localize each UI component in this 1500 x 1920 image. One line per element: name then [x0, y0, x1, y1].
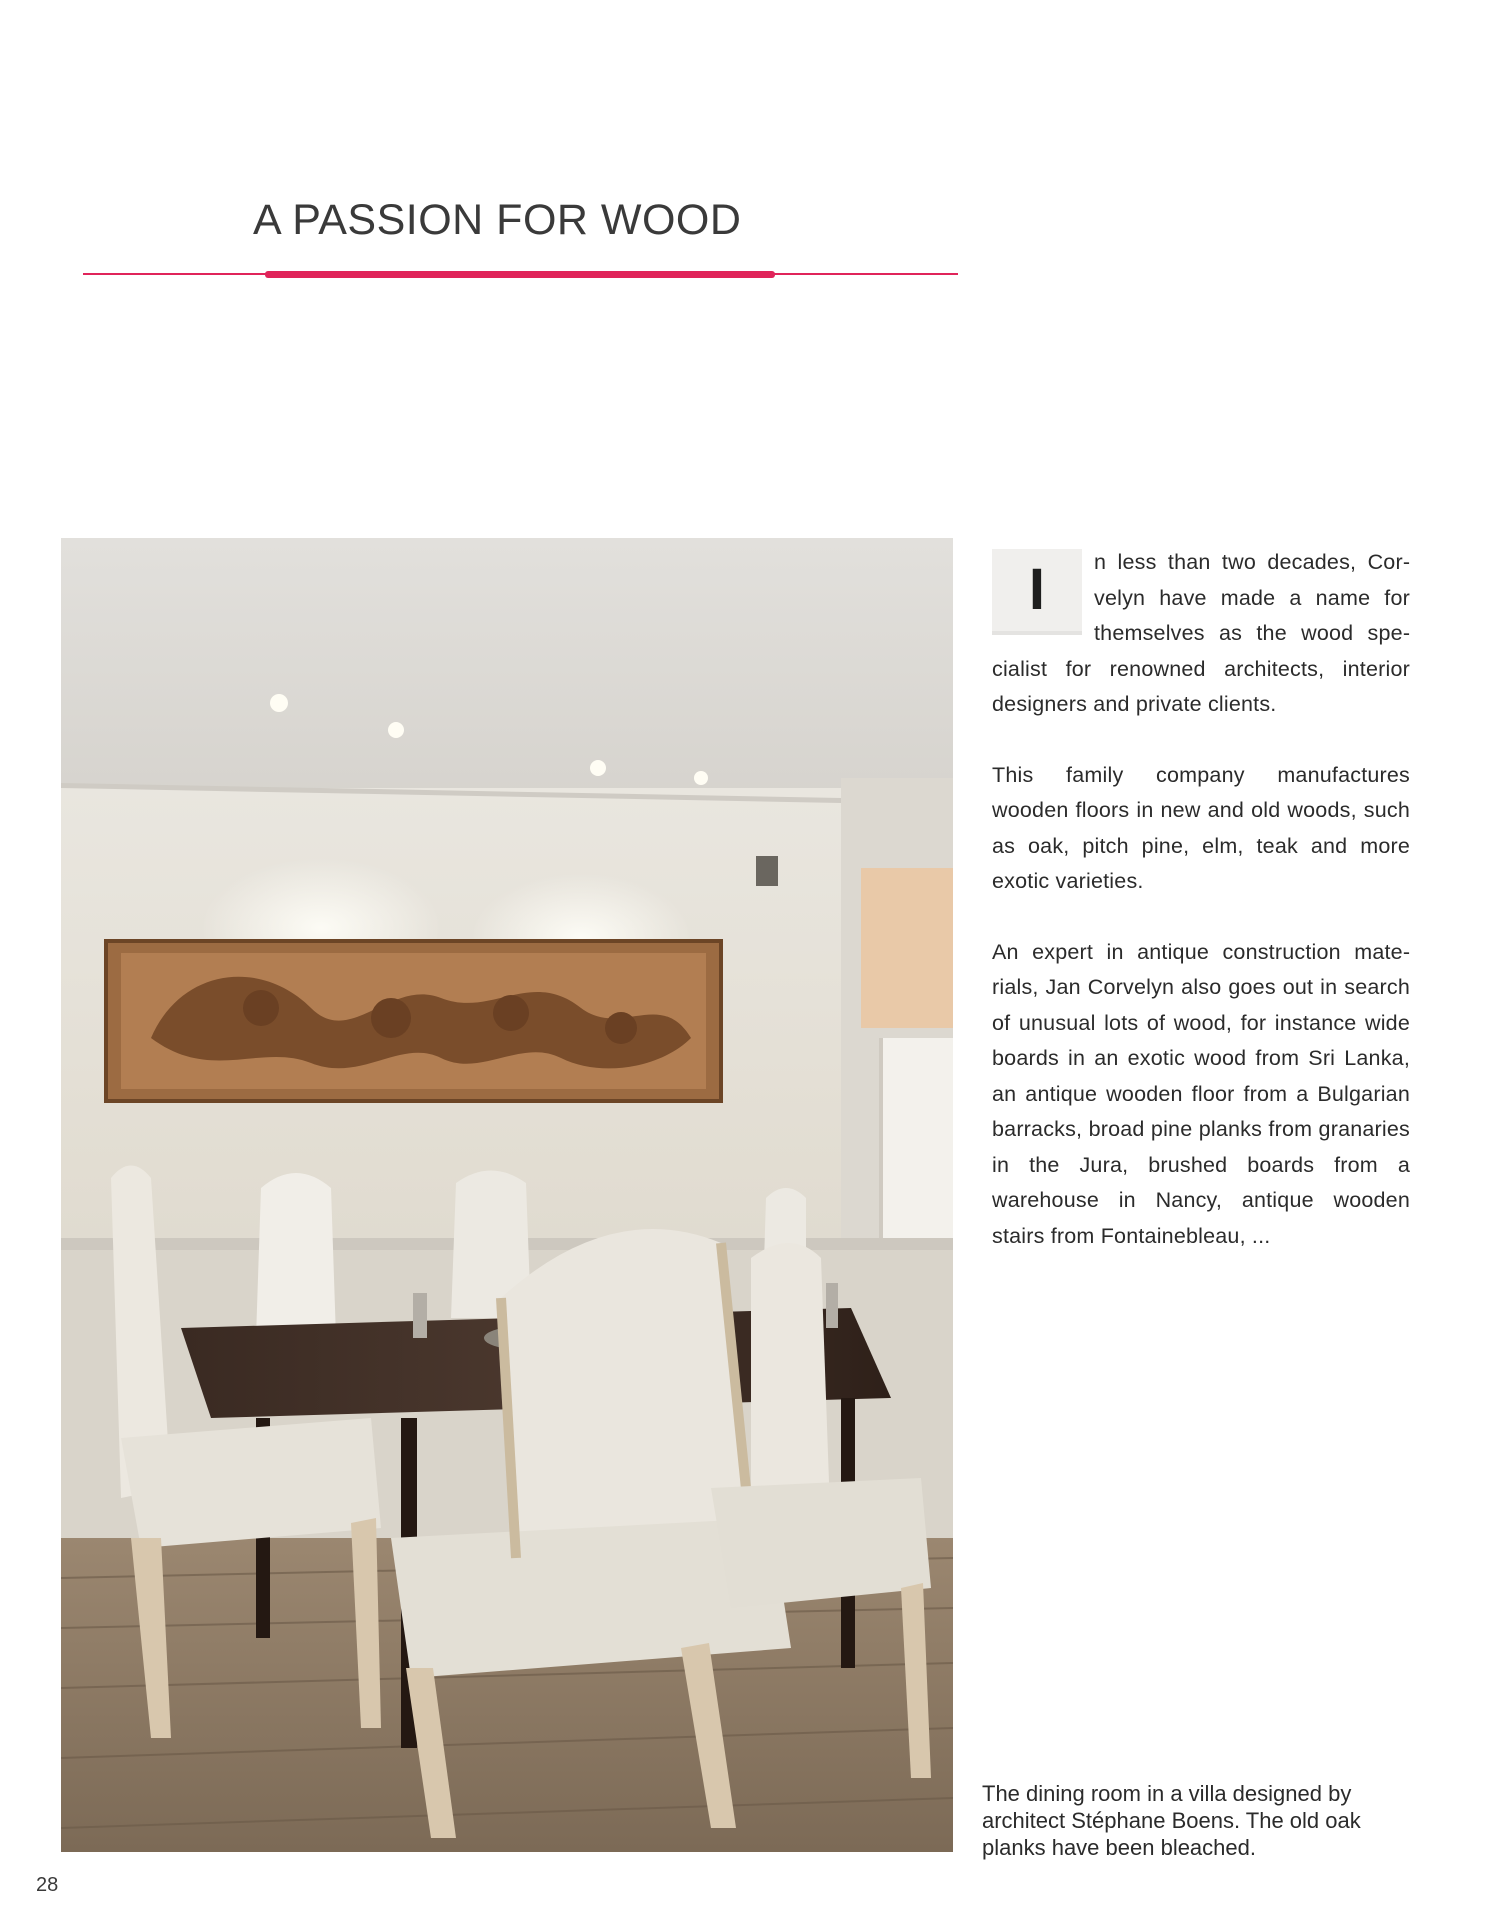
dining-room-photo — [61, 538, 953, 1852]
title-underline-accent — [265, 271, 775, 278]
article-paragraph-3: An expert in antique construction materials, Jan Corvelyn also goes out in search of unusual lots of wood, for instance wide boards in an exotic wood from Sri Lanka, an antique wooden floor from a Bulgarian barracks, broad pine planks from granaries in the Jura, brushed boards from a warehouse in Nancy, antique wooden stairs from Fontainebleau, ... — [992, 939, 1410, 1248]
page-number: 28 — [36, 1874, 59, 1896]
article-paragraph-1 — [992, 545, 1410, 723]
paragraph-text: n less than two decades, Corvelyn have made a name for themselves as the wood specialist for renowned architects, interior designers and private clients. — [992, 550, 1410, 716]
page-title: A PASSION FOR WOOD — [253, 196, 742, 244]
photo-caption: The dining room in a villa designed by architect Stéphane Boens. The old oak planks have been bleached. — [982, 1781, 1361, 1860]
article-paragraph-2: This family company manufactures wooden floors in new and old woods, such as oak, pitch pine, elm, teak and more exotic varieties. — [992, 762, 1410, 893]
drop-cap: I — [992, 549, 1082, 635]
article-body — [992, 545, 1410, 1289]
